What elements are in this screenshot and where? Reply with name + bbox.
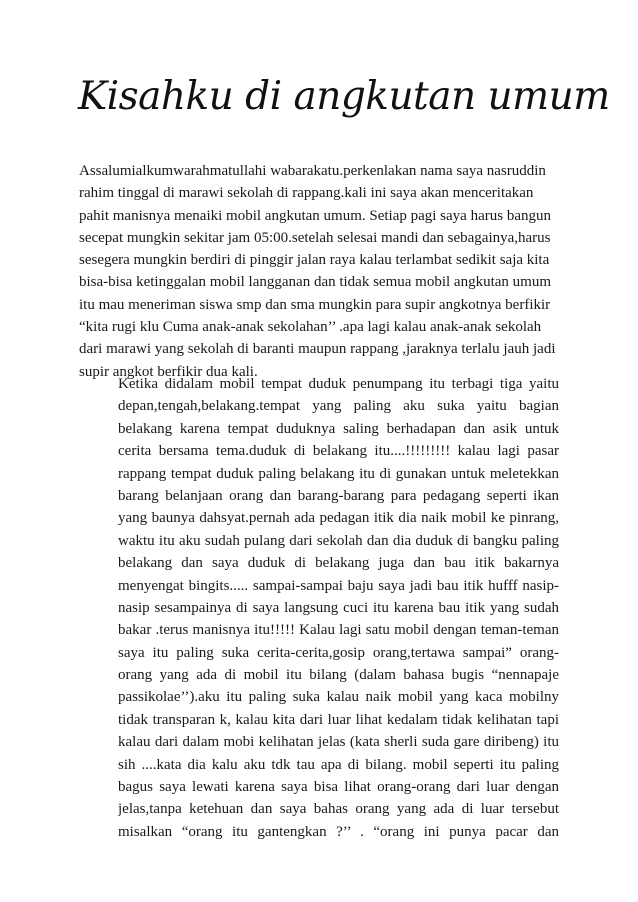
text-line: orang yang ada di mobil itu bilang (dalam bahasa bugis “nennapaje — [118, 667, 559, 684]
text-line: rappang tempat duduk paling belakang itu di gunakan untuk meletekkan — [118, 465, 559, 482]
text-line: menyengat bingits..... sampai-sampai baju saya jadi bau itik hufff nasip- — [118, 577, 559, 594]
text-line: jelas,tanpa ketehuan dan saya bahas orang yang ada di luar tersebut — [118, 801, 559, 818]
text-line: cerita bersama tema.duduk di belakang itu....!!!!!!!!! kalau lagi pasar — [118, 443, 559, 460]
text-line: Assalumialkumwarahmatullahi wabarakatu.perkenlakan nama saya nasruddin — [79, 163, 546, 179]
text-line: depan,tengah,belakang.tempat yang paling aku suka yaitu bagian — [118, 398, 559, 415]
text-line: belakang dan saya duduk di belakang juga dan bau itik bakarnya — [118, 555, 559, 572]
text-line: belakang karena tempat duduknya saling berhadapan dan asik untuk — [118, 420, 559, 437]
text-line: barang belanjaan orang dan barang-barang para pedagang seperti ikan — [118, 487, 559, 504]
page-title: Kisahku di angkutan umum — [78, 74, 610, 119]
text-line: dari marawi yang sekolah di baranti maupun rappang ,jaraknya terlalu jauh jadi — [79, 341, 556, 358]
text-line: pahit manisnya menaiki mobil angkutan umum. Setiap pagi saya harus bangun — [79, 207, 551, 224]
text-line: kalau dari dalam mobi kelihatan jelas (kata sherli suda gare diribeng) itu — [118, 734, 559, 751]
text-line: sesegera mungkin berdiri di pinggir jalan raya kalau terlambat sedikit saja kita — [79, 252, 550, 269]
intro-paragraph — [79, 160, 569, 383]
text-line: saya itu paling suka cerita-cerita,gosip orang,tertawa sampai” orang- — [118, 644, 559, 661]
text-line: bisa-bisa ketinggalan mobil langganan dan tidak semua mobil angkutan umum — [79, 274, 551, 291]
text-line: tidak transparan k, kalau kita dari luar lihat kedalam tidak kelihatan tapi — [118, 711, 559, 728]
text-line: secepat mungkin sekitar jam 05:00.setelah selesai mandi dan sebagainya,harus — [79, 229, 551, 246]
text-line: “kita rugi klu Cuma anak-anak sekolahan’’ .apa lagi kalau anak-anak sekolah — [79, 319, 542, 336]
text-line: itu mau meneriman siswa smp dan sma mungkin para supir angkotnya berfikir — [79, 296, 551, 313]
text-line: supir angkot berfikir dua kali. — [79, 363, 258, 380]
body-paragraph — [118, 373, 559, 843]
text-line: passikolae’’).aku itu paling suka kalau naik mobil yang kaca mobilny — [118, 689, 559, 706]
text-line: bakar .terus manisnya itu!!!!! Kalau lagi satu mobil dengan teman-teman — [118, 622, 559, 639]
text-line: misalkan “orang itu gantengkan ?’’ . “orang ini punya pacar dan — [118, 823, 559, 840]
text-line: yang baunya dahsyat.pernah ada pedagan itik dia naik mobil ke pinrang, — [118, 510, 559, 527]
text-line: sih ....kata dia kalu aku tdk tau apa di bilang. mobil seperti itu paling — [118, 756, 559, 773]
text-line: Ketika didalam mobil tempat duduk penumpang itu terbagi tiga yaitu — [118, 376, 559, 392]
text-line: bagus saya lewati karena saya bisa lihat orang-orang dari luar dengan — [118, 779, 559, 796]
text-line: rahim tinggal di marawi sekolah di rappang.kali ini saya akan menceritakan — [79, 185, 534, 202]
text-line: nasip sesampainya di saya langsung cuci itu karena bau itik yang sudah — [118, 599, 559, 616]
text-line: waktu itu aku sudah pulang dari sekolah dan dia duduk di bangku paling — [118, 532, 559, 549]
